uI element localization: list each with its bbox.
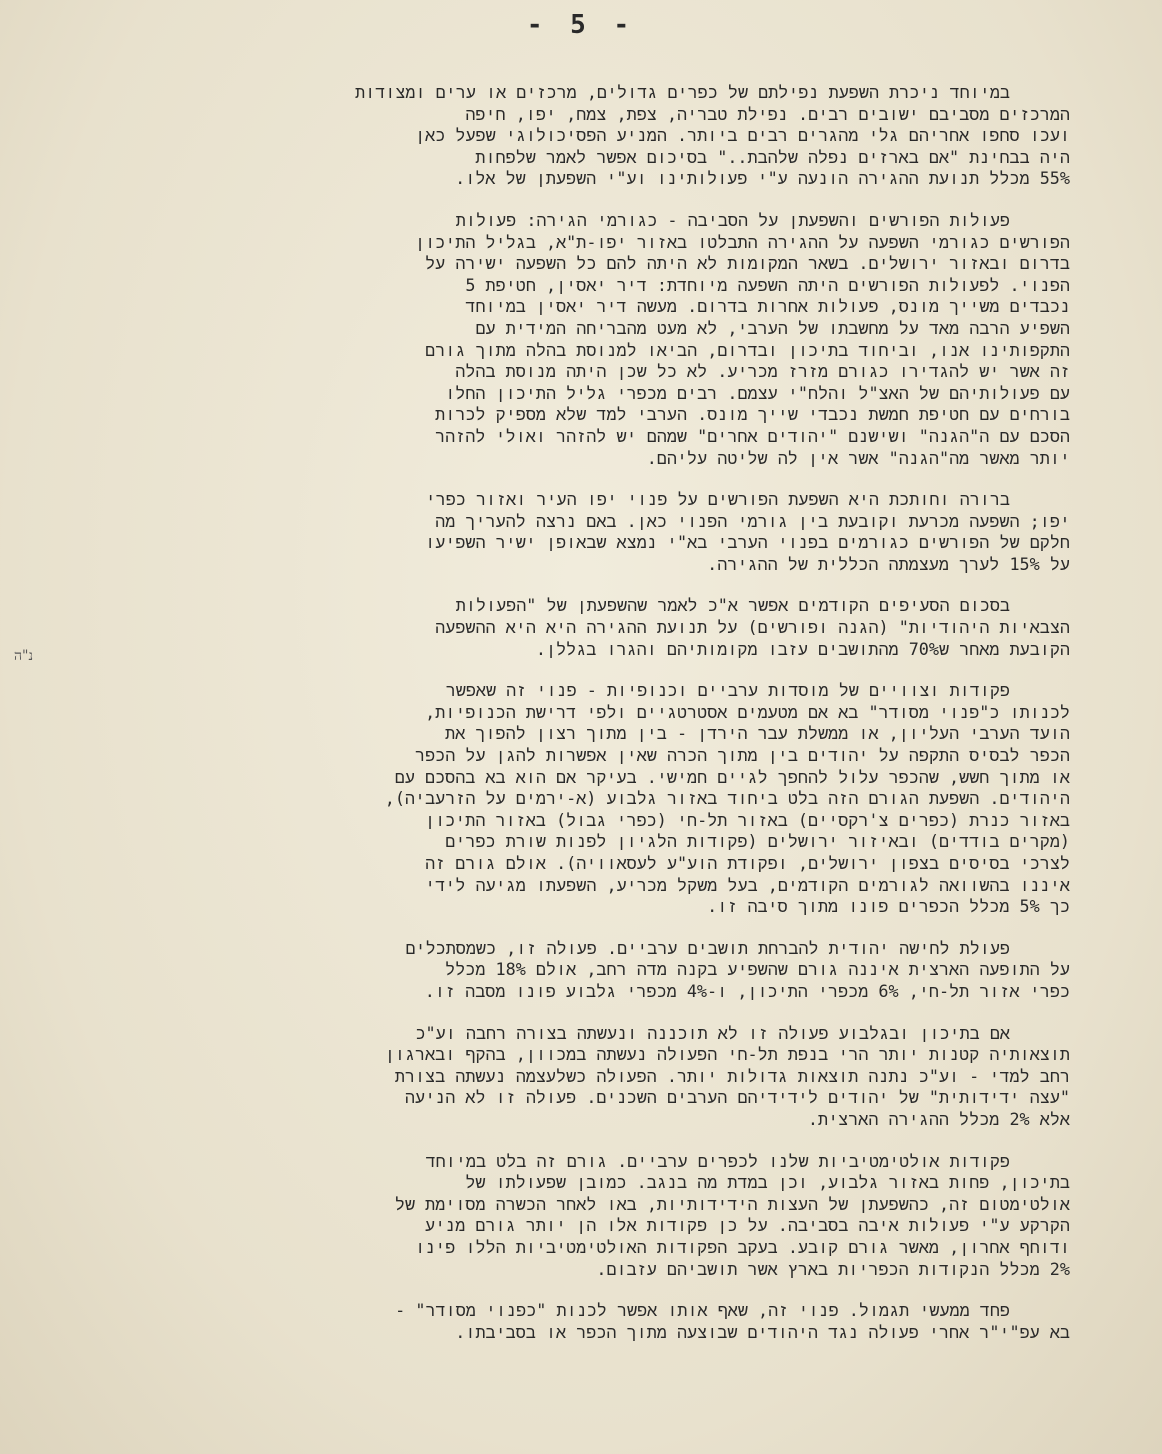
text-line: בורחים עם חטיפת חמשת נכבדי שייך מונס. הערבי למד שלא מספיק לכרות: [435, 404, 1070, 425]
text-line: הסכם עם ה"הגנה" ושישנם "יהודים אחרים" שמהם יש להזהר ואולי להזהר: [435, 425, 1070, 446]
text-line: רחב למדי - וע"כ נתנה תוצאות גדולות יותר. הפעולה כשלעצמה נעשתה בצורת: [394, 1065, 1070, 1086]
text-line: הועד הערבי העליון, או ממשלת עבר הירדן - בין מתוך רצון להפוך את: [445, 723, 1070, 744]
text-line: פחד ממעשי תגמול. פנוי זה, שאף אותו אפשר לכנות "כפנוי מסודר" -: [395, 1300, 1010, 1321]
margin-note: נ"ה: [14, 648, 34, 664]
paragraph: [60, 595, 1070, 660]
text-line: הקובעת מאחר ש70% מהתושבים עזבו מקומותיהם והגרו בגללן.: [535, 638, 1070, 659]
text-line: על 15% לערך מעצמתה הכללית של ההגירה.: [707, 553, 1070, 574]
text-line: פעולות הפורשים והשפעתן על הסביבה - כגורמי הגירה: פעולות: [455, 209, 1010, 230]
text-line: פקודות אולטימטיביות שלנו לכפרים ערביים. גורם זה בלט במיוחד: [425, 1150, 1010, 1171]
text-line: (מקרים בודדים) ובאיזור ירושלים (פקודות הלגיון לפנות שורת כפרים: [445, 831, 1070, 852]
text-line: על התופעה הארצית איננה גורם שהשפיע בקנה מדה רחב, אולם 18% מכלל: [445, 959, 1070, 980]
text-line: כפרי אזור תל-חי, 6% מכפרי התיכון, ו-4% מכפרי גלבוע פונו מסבה זו.: [424, 980, 1070, 1001]
paragraph: [60, 1300, 1070, 1343]
paragraph: [60, 680, 1070, 918]
text-line: או מתוך חשש, שהכפר עלול להחפך לגיים חמישי. בעיקר אם הוא בא בהסכם עם: [394, 766, 1070, 787]
text-line: אלא 2% מכלל ההגירה הארצית.: [807, 1108, 1070, 1129]
document-body: [60, 82, 1070, 1363]
text-line: כך 5% מכלל הכפרים פונו מתוך סיבה זו.: [707, 896, 1070, 917]
text-line: פעולת לחישה יהודית להברחת תושבים ערביים. פעולה זו, כשמסתכלים: [405, 937, 1010, 958]
paragraph: [60, 938, 1070, 1003]
text-line: זה אשר יש להגדירו כגורם מזרז מכריע. לא כל שכן היתה מנוסת בהלה: [455, 361, 1070, 382]
text-line: אולטימטום זה, כהשפעתן של העצות הידידותיות, באו לאחר הכשרה מסוימת של: [394, 1193, 1070, 1214]
text-line: איננו בהשוואה לגורמים הקודמים, בעל משקל מכריע, השפעתו מגיעה לידי: [425, 874, 1070, 895]
text-line: היה בבחינת "אם בארזים נפלה שלהבת.." בסיכום אפשר לאמר שלפחות: [475, 146, 1070, 167]
text-line: פקודות וצוויים של מוסדות ערביים וכנופיות - פנוי זה שאפשר: [445, 680, 1010, 701]
text-line: נכבדים משייך מונס, פעולות אחרות בדרום. מעשה דיר יאסין במיוחד: [465, 296, 1070, 317]
text-line: ודוחף אחרון, מאשר גורם קובע. בעקב הפקודות האולטימטיביות הללו פינו: [415, 1236, 1070, 1257]
text-line: "עצה ידידותית" של יהודים לידידיהם הערבים השכנים. פעולה זו לא הניעה: [404, 1087, 1070, 1108]
text-line: הפנוי. לפעולות הפורשים היתה השפעה מיוחדת: דיר יאסין, חטיפת 5: [465, 274, 1070, 295]
text-line: התקפותינו אנו, וביחוד בתיכון ובדרום, הביאו למנוסת בהלה מתוך גורם: [425, 339, 1070, 360]
text-line: היהודים. השפעת הגורם הזה בלט ביחוד באזור גלבוע (א-ירמים על הזרעביה),: [384, 788, 1070, 809]
text-line: ועכו סחפו אחריהם גלי מהגרים רבים ביותר. המניע הפסיכולוגי שפעל כאן: [415, 125, 1070, 146]
text-line: המרכזים מסביבם ישובים רבים. נפילת טבריה, צפת, צמח, יפו, חיפה: [465, 103, 1070, 124]
text-line: הפורשים כגורמי השפעה על ההגירה התבלטו באזור יפו-ת"א, בגליל התיכון: [415, 231, 1070, 252]
paragraph: [60, 1023, 1070, 1131]
text-line: ברורה וחותכת היא השפעת הפורשים על פנוי יפו העיר ואזור כפרי: [425, 489, 1010, 510]
text-line: בדרום ובאזור ירושלים. בשאר המקומות לא היתה להם כל השפעה ישירה על: [425, 253, 1070, 274]
paragraph: [60, 489, 1070, 575]
text-line: יפו; השפעה מכרעת וקובעת בין גורמי הפנוי כאן. באם נרצה להעריך מה: [435, 510, 1070, 531]
text-line: בסכום הסעיפים הקודמים אפשר א"כ לאמר שהשפעתן של "הפעולות: [455, 595, 1010, 616]
paragraph: [60, 82, 1070, 190]
text-line: עם פעולותיהם של האצ"ל והלח"י עצמם. רבים מכפרי גליל התיכון החלו: [445, 382, 1070, 403]
text-line: תוצאותיה קטנות יותר הרי בנפת תל-חי הפעולה נעשתה במכוון, בהקף ובארגון: [384, 1044, 1070, 1065]
text-line: בא עפ"י"ר אחרי פעולה נגד היהודים שבוצעה מתוך הכפר או בסביבתו.: [455, 1321, 1070, 1342]
text-line: יותר מאשר מה"הגנה" אשר אין לה שליטה עליהם.: [646, 447, 1070, 468]
text-line: לכנותו כ"פנוי מסודר" בא אם מטעמים אסטרטגיים ולפי דרישת הכנופיות,: [425, 701, 1070, 722]
text-line: הצבאיות היהודיות" (הגנה ופורשים) על תנועת ההגירה היא היא ההשפעה: [435, 617, 1070, 638]
text-line: 2% מכלל הנקודות הכפריות בארץ אשר תושביהם עזבום.: [596, 1258, 1070, 1279]
text-line: 55% מכלל תנועת ההגירה הונעה ע"י פעולותינו וע"י השפעתן של אלו.: [455, 168, 1070, 189]
text-line: הכפר לבסיס התקפה על יהודים בין מתוך הכרה שאין אפשרות להגן על הכפר: [415, 745, 1070, 766]
text-line: השפיע הרבה מאד על מחשבתו של הערבי, לא מעט מהבריחה המידית עם: [475, 317, 1070, 338]
text-line: חלקם של הפורשים כגורמים בפנוי הערבי בא"י נמצא שבאופן ישיר השפיעו: [425, 532, 1070, 553]
text-line: אם בתיכון ובגלבוע פעולה זו לא תוכננה ונעשתה בצורה רחבה וע"כ: [415, 1022, 1010, 1043]
text-line: לצרכי בסיסים בצפון ירושלים, ופקודת הוע"ע לעסאוויה). אולם גורם זה: [425, 853, 1070, 873]
text-line: הקרקע ע"י פעולות איבה בסביבה. על כן פקודות אלו הן יותר גורם מניע: [425, 1215, 1070, 1236]
text-line: במיוחד ניכרת השפעת נפילתם של כפרים גדולים, מרכזים או ערים ומצודות: [355, 82, 1010, 102]
paragraph: [60, 210, 1070, 469]
page-number: - 5 -: [526, 10, 636, 40]
paragraph: [60, 1151, 1070, 1281]
text-line: באזור כנרת (כפרים צ'רקסיים) באזור תל-חי (כפרי גבול) באזור התיכון: [425, 809, 1070, 830]
text-line: בתיכון, פחות באזור גלבוע, וכן במדת מה בנגב. כמובן שפעולתו של: [465, 1172, 1070, 1193]
